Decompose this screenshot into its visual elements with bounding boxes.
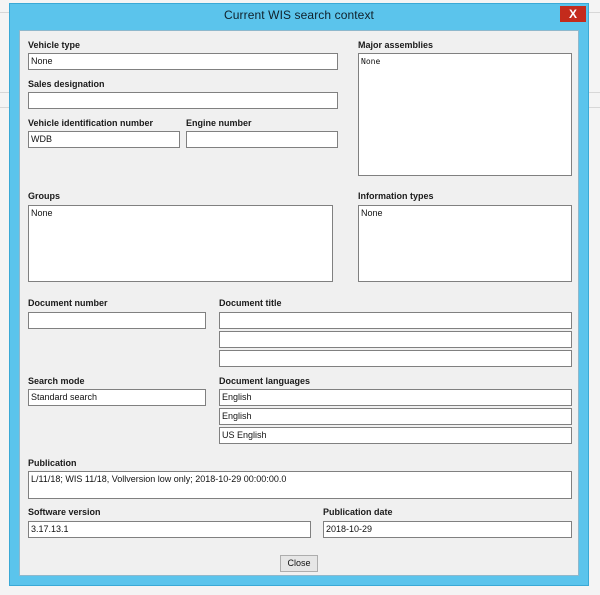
close-button[interactable]: Close xyxy=(280,555,318,572)
publication-date-label: Publication date xyxy=(323,507,393,517)
vin-field[interactable]: WDB xyxy=(28,131,180,148)
publication-date-field[interactable]: 2018-10-29 xyxy=(323,521,572,538)
groups-label: Groups xyxy=(28,191,61,201)
dialog-client-area xyxy=(19,30,579,576)
search-mode-field[interactable]: Standard search xyxy=(28,389,206,406)
search-mode-label: Search mode xyxy=(28,376,85,386)
dialog-title: Current WIS search context xyxy=(224,8,374,22)
document-title-line-2[interactable] xyxy=(219,331,572,348)
close-icon[interactable]: X xyxy=(560,6,586,22)
major-assemblies-label: Major assemblies xyxy=(358,40,434,50)
sales-designation-label: Sales designation xyxy=(28,79,105,89)
publication-label: Publication xyxy=(28,458,77,468)
document-title-line-3[interactable] xyxy=(219,350,572,367)
groups-list[interactable]: None xyxy=(28,205,333,282)
major-assemblies-list[interactable]: None xyxy=(358,53,572,176)
software-version-label: Software version xyxy=(28,507,101,517)
publication-field[interactable]: L/11/18; WIS 11/18, Vollversion low only; 2018-10-29 00:00:00.0 xyxy=(28,471,572,499)
document-number-label: Document number xyxy=(28,298,108,308)
document-language-item[interactable]: English xyxy=(219,389,572,406)
wis-search-context-dialog xyxy=(10,4,588,585)
vehicle-type-label: Vehicle type xyxy=(28,40,81,50)
engine-number-field[interactable] xyxy=(186,131,338,148)
document-language-item[interactable]: US English xyxy=(219,427,572,444)
document-languages-label: Document languages xyxy=(219,376,311,386)
information-types-label: Information types xyxy=(358,191,434,201)
document-title-label: Document title xyxy=(219,298,282,308)
document-language-item[interactable]: English xyxy=(219,408,572,425)
sales-designation-field[interactable] xyxy=(28,92,338,109)
engine-number-label: Engine number xyxy=(186,118,252,128)
vin-label: Vehicle identification number xyxy=(28,118,154,128)
dialog-titlebar[interactable] xyxy=(10,4,588,28)
software-version-field[interactable]: 3.17.13.1 xyxy=(28,521,311,538)
information-types-list[interactable]: None xyxy=(358,205,572,282)
document-title-line-1[interactable] xyxy=(219,312,572,329)
vehicle-type-field[interactable]: None xyxy=(28,53,338,70)
document-number-field[interactable] xyxy=(28,312,206,329)
